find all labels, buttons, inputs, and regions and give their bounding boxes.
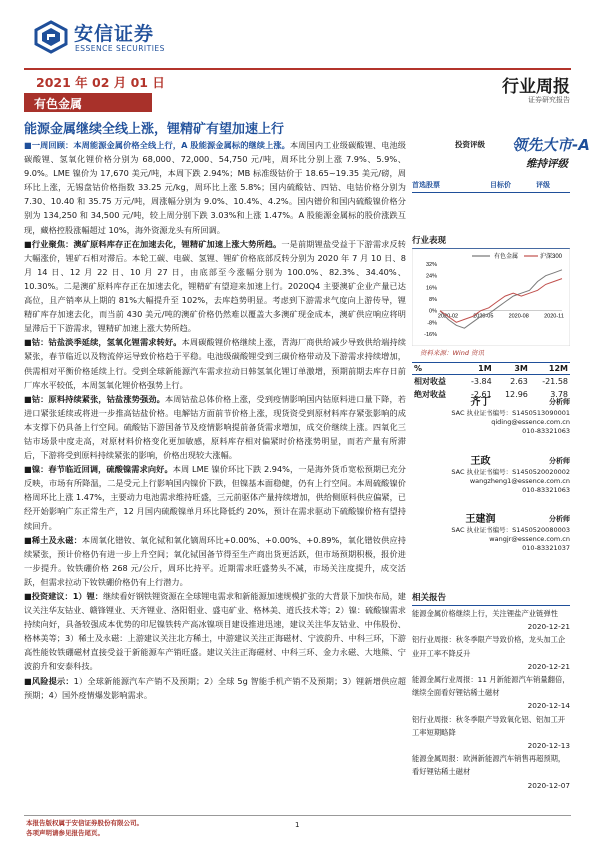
footer-rule [24, 815, 571, 816]
list-item[interactable]: 能源金属周报：欧洲新能源汽车销售再超预期，看好锂钴稀土磁材 2020-12-07 [412, 754, 570, 790]
ptab-h3: 12M [530, 363, 570, 375]
analyst-phone: 010-83321037 [522, 544, 570, 552]
ptab-h1: 1M [460, 363, 493, 375]
y-tick-label: 32% [425, 262, 437, 268]
analyst-name: 王政 分析师 [470, 456, 570, 467]
list-item[interactable]: 铝行业周报：秋冬季限产导致价格，龙头加工企业开工率不降反升 2020-12-21 [412, 635, 570, 671]
analyst-name: 齐丁 分析师 [470, 397, 570, 408]
x-tick-label: 2020-05 [473, 313, 494, 320]
ptab-h2: 3M [494, 363, 530, 375]
footer-line-2: 各项声明请参见报告尾页。 [26, 829, 104, 837]
table-row [412, 375, 570, 389]
footer-disclaimer [26, 818, 143, 838]
stock-col-pick: 首选股票 [412, 181, 440, 189]
x-tick-label: 2020-02 [437, 313, 459, 320]
paragraph-investment: ■投资建议：1）锂：继续看好钢铁锂资源在全球锂电需求和新能源加速规模扩张的大背景下加快布局，建议关注华友钴业、赣锋锂业、天齐锂业、洛阳钼业、盛屯矿业、格林美、道氏技术等；2）镍：硫酸镍需求持续向好，具备较强成本优势的印尼镍铁转产高冰镍项目建设推进迅速，建议关注华友钴业、中伟股份、格林美等；3）稀土及永磁：上游建议关注北方稀土，中游建议关注正海磁材、宁波韵升、中科三环，下游高性能钕铁硼磁材直接受益于新能源车产销旺盛。建议关注正海磁材、中科三环、金力永磁、大地熊、宁波韵升和安泰科技。 [24, 591, 406, 672]
stock-pick-header [412, 180, 570, 193]
page-title: 能源金属继续全线上涨，锂精矿有望加速上行 [24, 122, 285, 137]
analyst-card [412, 513, 570, 553]
list-item[interactable]: 能源金属行业周报：11 月新能源汽车销量翻倍，继续全面看好锂钴稀土磁材 2020-12-14 [412, 675, 570, 711]
y-tick-label: 8% [429, 297, 437, 303]
analyst-card [412, 455, 570, 495]
x-tick-label: 2020-11 [544, 313, 564, 320]
ptab-row-label: 相对收益 [414, 377, 446, 386]
footer-line-1: 本报告版权属于安信证券股份有限公司。 [26, 819, 143, 827]
rating-value: 领先大市-A [512, 136, 590, 154]
performance-chart [412, 248, 570, 346]
ptab-h0: % [412, 363, 460, 375]
ptab-row-label: 绝对收益 [414, 390, 446, 399]
analyst-sac: SAC 执业证书编号：S1450520080003 [451, 526, 570, 534]
report-date: 2021 年 02 月 01 日 [36, 75, 165, 90]
stock-col-target: 目标价 [490, 181, 511, 189]
ptab-cell: 3.78 [550, 390, 568, 399]
header-rule [24, 68, 571, 70]
page-number: 1 [295, 821, 300, 829]
report-body [24, 138, 406, 702]
company-name-cn: 安信证券 [74, 23, 155, 45]
list-item[interactable]: 能源金属价格继续上行，关注锂盐产业链弹性 2020-12-21 [412, 609, 570, 632]
analyst-card [412, 396, 570, 436]
chart-source: 资料来源：Wind 资讯 [420, 349, 485, 357]
sector-banner: 有色金属 [24, 93, 152, 112]
paragraph-cobalt: ■钴：原料持续紧张，钴盐涨势强劲。本周钴盐总体价格上涨，受到疫情影响国内钴原料进口量下降，若进口紧张延续或将进一步推高钴盐价格。电解钴方面前节价格上涨，现货资受到原材料库存紧张影响的成本支撑下仍具备上行空间。硫酸钴下游国备节及疫情影响提前备货需求增加，成交价继续上涨。四氧化三钴市场景中度走高，对原材料价格变化更加敏感，原料库存相对偏紧时价格涨势明显，而若产量有所滞后，下游将受到原料持续紧张的影响，价格出现较大涨幅。 [24, 393, 406, 461]
legend-label-a: 有色金属 [494, 254, 519, 260]
stock-col-rating: 评级 [536, 181, 550, 189]
ptab-cell: -2.61 [470, 390, 492, 399]
y-tick-label: 0% [429, 308, 437, 315]
paragraph-nickel: ■镍：春节临近回调，硫酸镍需求向好。本周 LME 镍价环比下跌 2.94%，一是海外货币宽松预期已充分反映，市场有所降温，二是受元上行影响国内镍价下跌，但镍基本面稳健，仍有上行空间。本周硫酸镍价格周环比上涨 1.47%，主要动力电池需求维持旺盛，三元前驱体产量持续增加，供给侧原料供应偏紧，已经开始影响广东正常生产，12 月国内硫酸镍单月环比降低约 20%，预计在需求驱动下硫酸镍价格有望持续回升。 [24, 464, 406, 531]
paragraph-lithium: ■钴：钴盐淡季延续，氢氧化锂需求转好。本周碳酸锂价格继续上涨，青海厂商供给减少导致供给端持续紧张，春节临近以及物流停运导致价格趋于平稳。电池级碳酸锂受到三碳价格带动及下游需求持续增加，供需相对平衡价格延续上行。受到全球新能源汽车需求拉动日韩氢氧化锂订单激增，预期前期去库存日前厂库水平较低，本周氢氧化锂价格强势上行。 [24, 337, 406, 390]
analyst-sac: SAC 执业证书编号：S1450513090001 [451, 409, 570, 417]
rating-label: 投资评级 [455, 140, 485, 149]
analyst-name: 王建润 分析师 [465, 514, 570, 525]
paragraph-risk: ■风险提示：1）全球新能源汽车产销不及预期；2）全球 5g 智能手机产销不及预期；3）锂新增供应超预期；4）国外疫情爆发影响需求。 [24, 675, 406, 700]
paragraph-rare-earth: ■稀土及永磁：本周氧化镨钕、氧化铽和氧化镝周环比+0.00%、+0.00%、+0.89%，氧化镨钕供应持续紧张，预计价格仍有进一步上升空间；氧化铽国备节得至生产商出货更活跃，但市场预期积极，报价进一步提升。钕铁硼价格 268 元/公斤，周环比持平。近期需求旺盛势头不减，市场关注度提升，成交活跃，但需求拉动下钕铁硼价格仍有上行潜力。 [24, 534, 406, 587]
analyst-email[interactable]: qiding@essence.com.cn [491, 418, 570, 426]
list-item[interactable]: 铝行业周报：秋冬季限产导致氧化铝、铝加工开工率短期略降 2020-12-13 [412, 714, 570, 751]
company-logo-icon [34, 20, 68, 54]
report-type: 行业周报 [502, 77, 570, 97]
performance-table-header [412, 363, 570, 375]
ptab-cell: 12.96 [504, 390, 528, 399]
paragraph-industry-focus: ■行业聚焦：澳矿原料库存正在加速去化，锂精矿加速上涨大势所趋。一是前期锂盐受益于下游需求反转大幅涨价，锂矿石相对滞后。本轮工碳、电碳、氢锂、锂矿价格底部反转分别为 2020 年 7 月 10 日、8 月 14 日、12 月 22 日、10 月 27 日，由底部至今涨幅分别为 100.0%、82.3%、34.40%、10.30%。二是澳矿原料库存正在加速去化，锂精矿有望迎来加速上行。2020Q4 主要澳矿企业产量已达高位，且产销率从上期的 81%大幅提升至 102%，去库趋势明显。考虑到下游需求气度向上游传导，锂精矿库存加速去化，而当前 430 美元/吨的澳矿价格仍然难以覆盖大多澳矿现金成本，澳矿供应响应将明显滞后于下游需求，锂精矿加速上涨大势所趋。 [24, 238, 406, 334]
analyst-sac: SAC 执业证书编号：S1450520020002 [451, 468, 570, 476]
report-subtitle: 证券研究报告 [528, 96, 570, 104]
legend-label-b: 沪深300 [540, 254, 563, 260]
paragraph-weekly-review: ■一周回顾：本周能源金属价格全线上行，A 股能源金属标的继续上涨。本周国内工业级碳酸锂、电池级碳酸锂、氢氧化锂价格分别为 68,000、72,000、54,750 元/吨，周环比分别上涨 7.9%、5.9%、9.0%。LME 镍价为 17,670 美元/吨，本周下跌 2.94%；MB 标准级钴价于 18.65~19.35 美元/磅，周环比上涨，无锡盘钴价格指数 33.25 元/kg，周环比上涨 5.8%；国内硫酸钴、四钴、电钴价格分别为 7.30、10.40 和 35.75 万元/吨，周涨幅分别为 9.0%、10.4%、4.2%。国内镨价和国内硫酸镍价格分别为 134,250 和 34,500 元/吨，较上周分别下跌 3.03%和上涨 1.47%。A 股能源金属标的股价涨跌互现，藏格控股涨幅超过 10%，海外资源龙头有所回调。 [24, 140, 406, 235]
related-reports-list [412, 607, 570, 792]
analyst-phone: 010-83321063 [522, 486, 570, 494]
y-tick-label: -16% [424, 332, 437, 338]
ptab-cell: -21.58 [542, 377, 568, 386]
y-tick-label: 24% [425, 273, 437, 280]
company-name-en: ESSENCE SECURITIES [75, 44, 165, 53]
y-tick-label: -8% [427, 320, 437, 327]
performance-title: 行业表现 [412, 234, 570, 249]
related-reports-title: 相关报告 [412, 591, 570, 606]
analyst-email[interactable]: wangzheng1@essence.com.cn [469, 477, 570, 485]
ptab-cell: -3.84 [470, 377, 492, 386]
ptab-cell: 2.63 [510, 377, 528, 386]
x-tick-label: 2020-08 [508, 313, 529, 320]
analyst-phone: 010-83321063 [522, 427, 570, 435]
y-tick-label: 16% [425, 285, 437, 292]
analyst-email[interactable]: wangjr@essence.com.cn [489, 535, 570, 543]
rating-maintain: 维持评级 [526, 158, 568, 170]
